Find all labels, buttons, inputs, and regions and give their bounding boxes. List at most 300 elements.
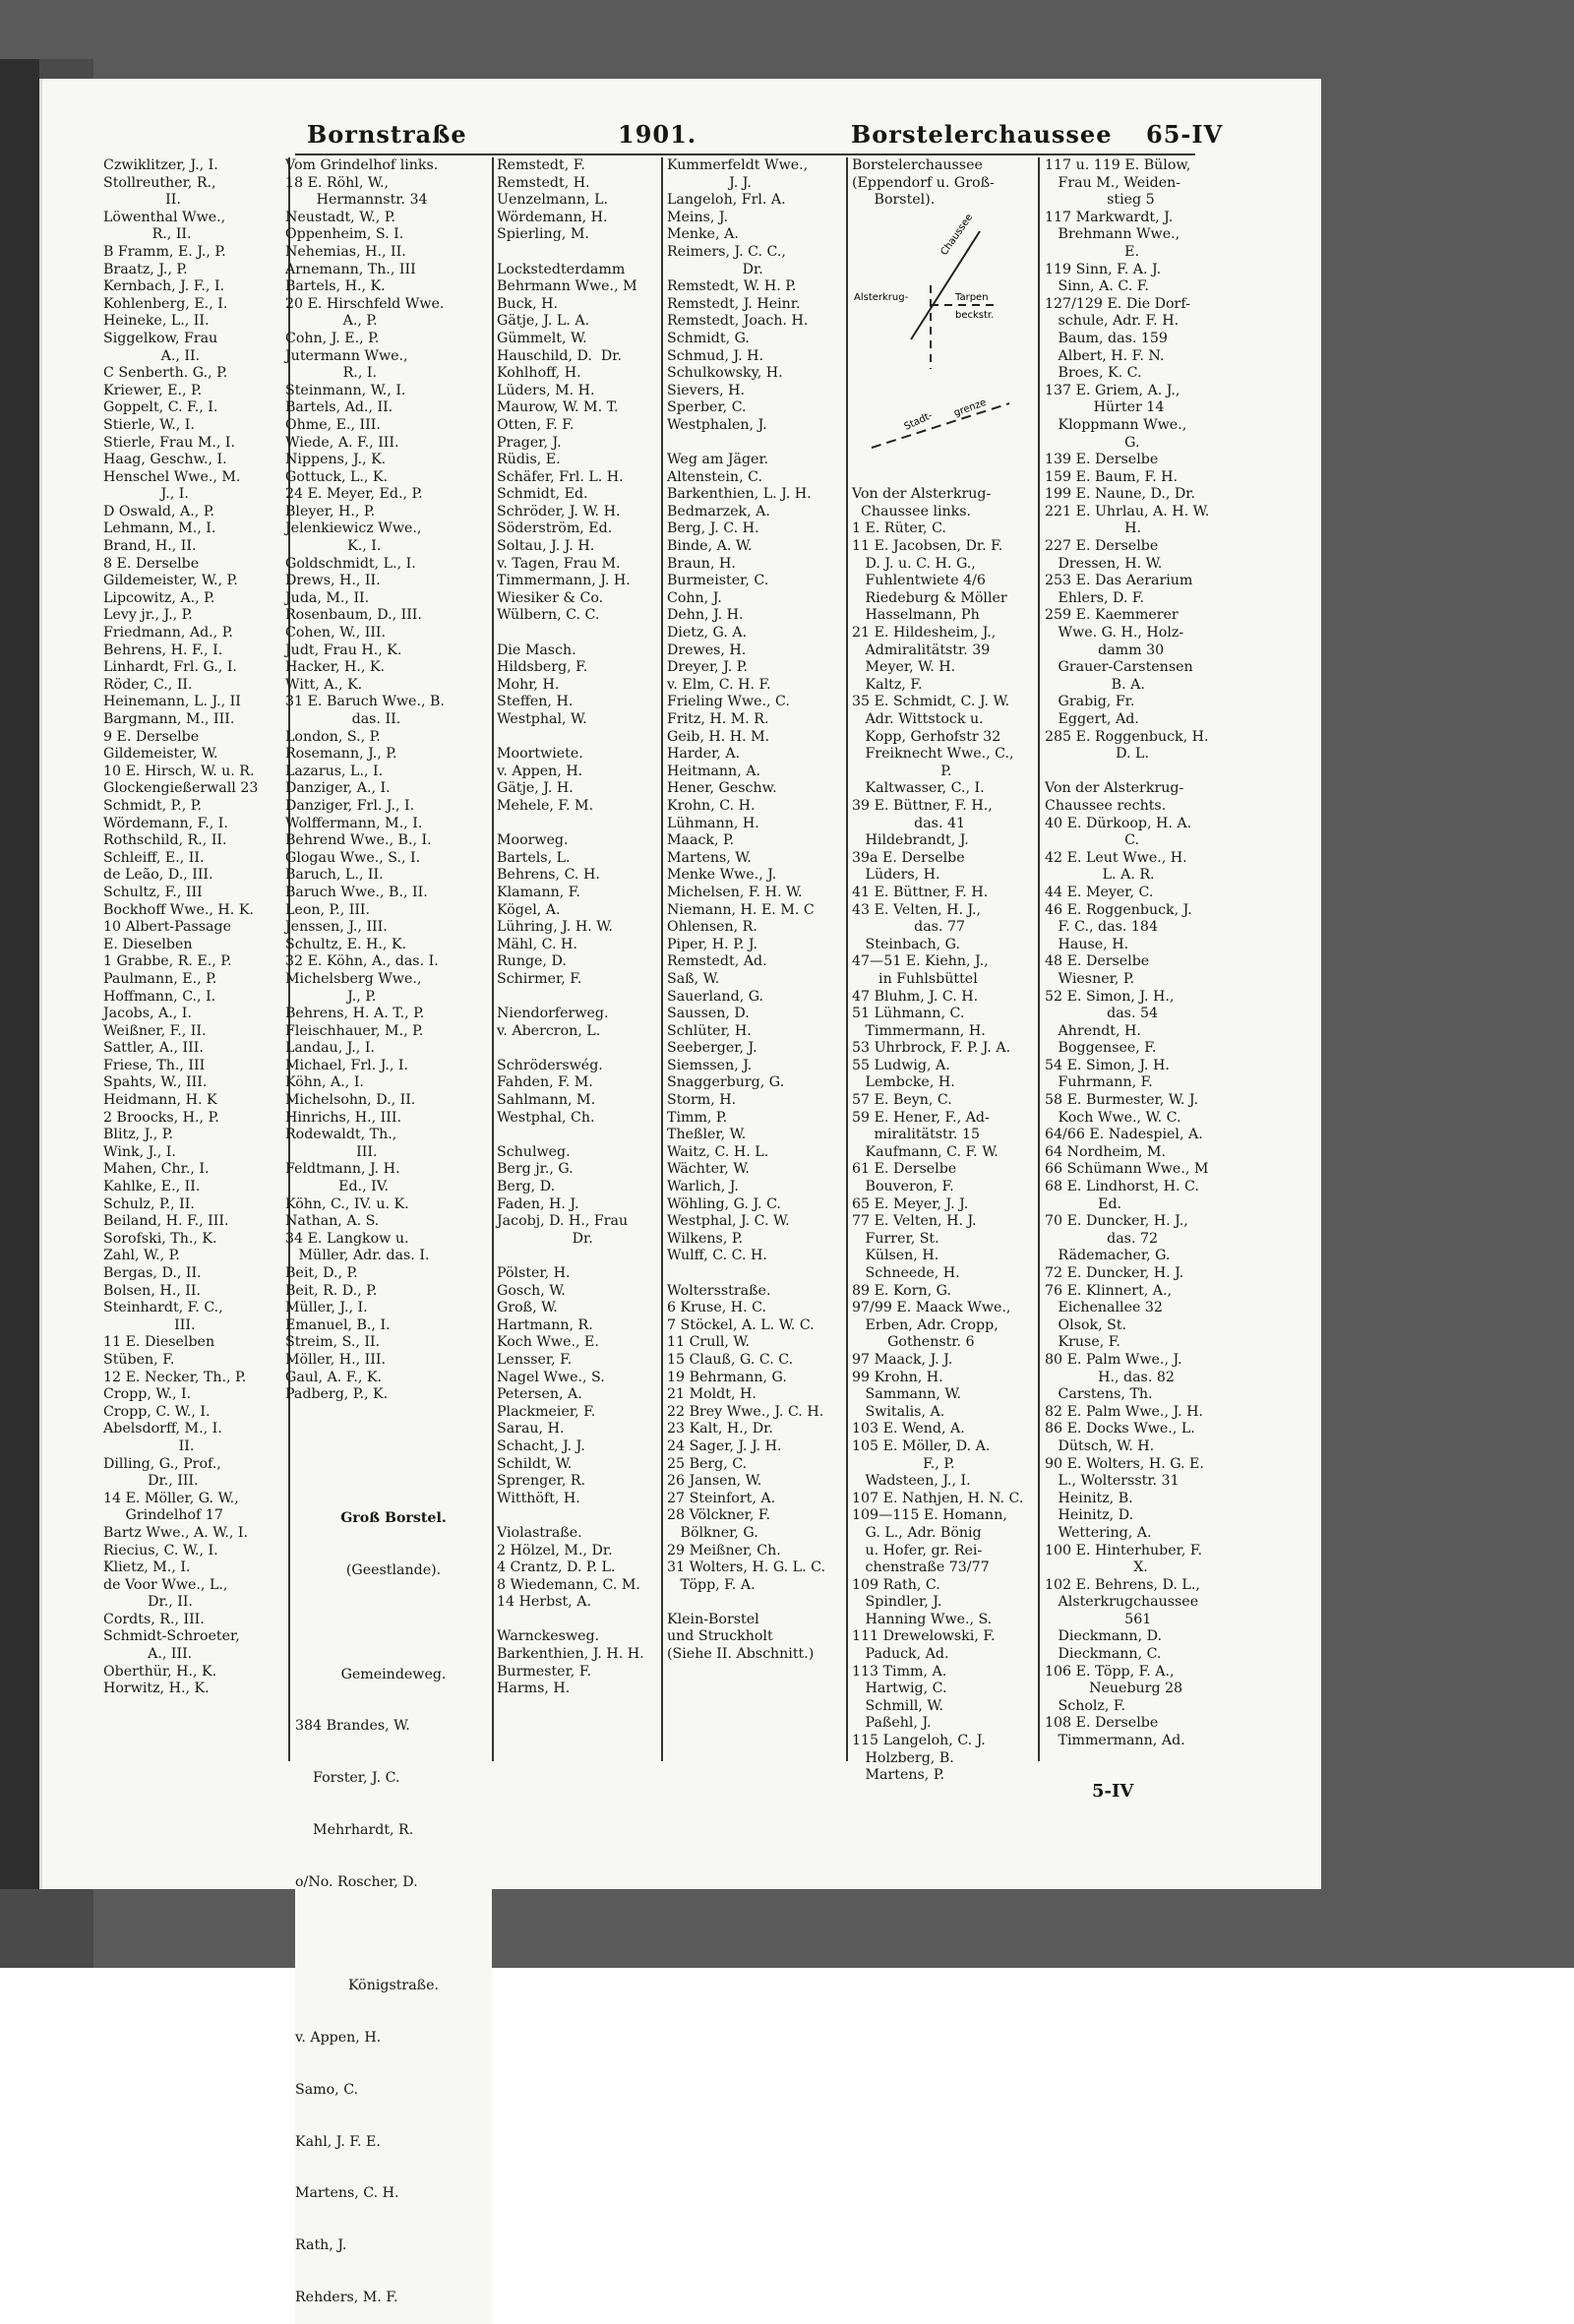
entry-line: 59 E. Hener, F., Ad- (852, 1109, 990, 1126)
entry-line: Sahlmann, M. (497, 1092, 596, 1109)
entry-line: Bouveron, F. (852, 1179, 954, 1195)
entry-line: D Oswald, A., P. (103, 503, 214, 520)
entry-line: Altenstein, C. (667, 468, 762, 485)
entry-line: Jacobs, A., I. (103, 1006, 192, 1022)
entry-line: das. 72 (1045, 1230, 1159, 1247)
entry-line: Paduck, Ad. (852, 1646, 949, 1663)
entry-line: D. L. (1045, 746, 1149, 763)
entry-line: Kahlke, E., II. (103, 1179, 201, 1195)
entry-line: Koch Wwe., E. (497, 1334, 599, 1351)
entry-line: 253 E. Das Aerarium (1045, 573, 1193, 589)
entry-line: Schlüter, H. (667, 1022, 752, 1039)
entry-line (497, 244, 659, 262)
map-label-alsterkrug: Alsterkrug- (854, 292, 909, 303)
entry-line: Schneede, H. (852, 1265, 960, 1281)
entry-line: Linhardt, Frl. G., I. (103, 659, 237, 676)
entry-line: Behrens, H. A. T., P. (285, 1006, 425, 1022)
koenigstrasse-line: v. Appen, H. (295, 2030, 382, 2046)
entry-line: Cohn, J. (667, 589, 722, 606)
column-1 (103, 157, 285, 1698)
entry-line: Ehlers, D. F. (1045, 589, 1145, 606)
entry-line: Spierling, M. (497, 226, 589, 243)
entry-line: Bölkner, G. (667, 1524, 758, 1541)
entry-line: 109 Rath, C. (852, 1576, 940, 1593)
entry-line: Maack, P. (667, 832, 735, 849)
koenigstrasse-line: Rath, J. (295, 2237, 347, 2254)
entry-line: Beit, R. D., P. (285, 1282, 378, 1299)
entry-line: Chaussee links. (852, 503, 972, 520)
entry-line: Woltersstraße. (667, 1282, 771, 1299)
entry-line: 44 E. Meyer, C. (1045, 884, 1154, 900)
entry-line: Czwiklitzer, J., I. (103, 157, 218, 173)
entry-line: Dr. (667, 261, 763, 277)
entry-line: Fritz, H. M. R. (667, 711, 769, 727)
entry-line: Danziger, A., I. (285, 780, 391, 797)
entry-line: Remstedt, H. (497, 174, 590, 191)
entry-line: Cohen, W., III. (285, 625, 387, 642)
entry-line: Ed., IV. (285, 1179, 389, 1195)
entry-line: Lüders, H. (852, 867, 940, 884)
entry-line: Sauerland, G. (667, 988, 764, 1005)
entry-line: 35 E. Schmidt, C. J. W. (852, 694, 1010, 710)
entry-line: Haag, Geschw., I. (103, 452, 227, 468)
entry-line: R., I. (285, 365, 377, 382)
entry-line: 19 Behrmann, G. (667, 1369, 787, 1385)
entry-line: Nippens, J., K. (285, 452, 387, 468)
entry-line: 1 E. Rüter, C. (852, 520, 946, 537)
entry-line: Stierle, Frau M., I. (103, 434, 235, 451)
entry-line: 108 E. Derselbe (1045, 1715, 1159, 1732)
entry-line: Lüders, M. H. (497, 382, 595, 398)
entry-line: Weg am Jäger. (667, 452, 769, 468)
entry-line: Baum, das. 159 (1045, 330, 1168, 346)
entry-line: Schröderswég. (497, 1057, 603, 1073)
entry-line: Martens, W. (667, 849, 752, 866)
entry-line: 24 E. Meyer, Ed., P. (285, 486, 423, 503)
entry-line: Riedeburg & Möller (852, 589, 1007, 606)
entry-line: Groß, W. (497, 1300, 558, 1316)
entry-line: Holzberg, B. (852, 1749, 954, 1766)
entry-line: Braun, H. (667, 555, 736, 572)
entry-line: A., II. (103, 347, 201, 364)
koenigstrasse-line: Kahl, J. F. E. (295, 2133, 381, 2150)
entry-line: Waitz, C. H. L. (667, 1143, 769, 1160)
entry-line: Sperber, C. (667, 399, 747, 416)
entry-line: Menke, A. (667, 226, 739, 243)
entry-line: Hoffmann, C., I. (103, 988, 216, 1005)
entry-line: Emanuel, B., I. (285, 1316, 391, 1333)
entry-line: Ahrendt, H. (1045, 1022, 1141, 1039)
entry-line: G. L., Adr. Bönig (852, 1524, 982, 1541)
entry-line: Lembcke, H. (852, 1074, 955, 1091)
koenigstrasse-title: Königstraße. (347, 1978, 440, 1994)
entry-line: Koch Wwe., W. C. (1045, 1109, 1181, 1126)
entry-line: Meyer, W. H. (852, 659, 956, 676)
page-footer: 5-IV (1092, 1781, 1134, 1802)
entry-line: Lühring, J. H. W. (497, 919, 613, 936)
entry-line: Hasselmann, Ph (852, 607, 980, 624)
entry-line: Heidmann, H. K (103, 1092, 217, 1109)
entry-line: Snaggerburg, G. (667, 1074, 785, 1091)
entry-line: R., II. (103, 226, 192, 243)
entry-line: 66 Schümann Wwe., M (1045, 1161, 1209, 1178)
entry-line: 40 E. Dürkoop, H. A. (1045, 815, 1192, 831)
entry-line (1045, 764, 1241, 781)
entry-line: Streim, S., II. (285, 1334, 381, 1351)
entry-line: 26 Jansen, W. (667, 1473, 762, 1490)
entry-line: 8 E. Derselbe (103, 555, 200, 572)
entry-line: Fleischhauer, M., P. (285, 1022, 424, 1039)
header-left: Bornstraße (307, 120, 467, 149)
entry-line: Baruch, L., II. (285, 867, 384, 884)
entry-line: in Fuhlsbüttel (852, 970, 978, 987)
entry-line: Dilling, G., Prof., (103, 1455, 221, 1472)
entry-line: Uenzelmann, L. (497, 192, 609, 209)
map-city-border (872, 403, 1009, 448)
entry-line: Niemann, H. E. M. C (667, 901, 815, 918)
entry-line: Cropp, C. W., I. (103, 1403, 211, 1420)
entry-line: 259 E. Kaemmerer (1045, 607, 1179, 624)
entry-line: Von der Alsterkrug- (852, 486, 992, 503)
entry-line: Köhn, C., IV. u. K. (285, 1195, 409, 1212)
entry-line (667, 1265, 844, 1283)
entry-line: Michelsberg Wwe., (285, 970, 422, 987)
entry-line: 105 E. Möller, D. A. (852, 1437, 991, 1454)
entry-line: Drewes, H. (667, 642, 747, 658)
entry-line: II. (103, 1437, 195, 1454)
entry-line: J., P. (285, 988, 377, 1005)
entry-line: Binde, A. W. (667, 538, 753, 555)
entry-line (497, 1507, 659, 1525)
entry-line: 14 E. Möller, G. W., (103, 1490, 239, 1506)
entry-line: Wördemann, F., I. (103, 815, 228, 831)
entry-line: Frau M., Weiden- (1045, 174, 1181, 191)
entry-line: Wettering, A. (1045, 1524, 1152, 1541)
entry-line: Michelsohn, D., II. (285, 1092, 416, 1109)
entry-line: Hener, Geschw. (667, 780, 777, 797)
entry-line: Steffen, H. (497, 694, 574, 710)
entry-line: Bleyer, H., P. (285, 503, 376, 520)
entry-line: Beiland, H. F., III. (103, 1213, 229, 1230)
entry-line: Schmud, J. H. (667, 347, 763, 364)
entry-line: Berg, D. (497, 1179, 556, 1195)
entry-line: Siemssen, J. (667, 1057, 753, 1073)
entry-line: 159 E. Baum, F. H. (1045, 468, 1178, 485)
entry-line: 227 E. Derselbe (1045, 538, 1159, 555)
entry-line: Neustadt, W., P. (285, 209, 395, 225)
entry-line: Rothschild, R., II. (103, 832, 227, 849)
entry-line: Siggelkow, Frau (103, 330, 218, 346)
entry-line: Stüben, F. (103, 1351, 175, 1368)
entry-line: Röder, C., II. (103, 676, 193, 693)
entry-line: Rosenbaum, D., III. (285, 607, 422, 624)
entry-line: Gätje, J. L. A. (497, 313, 590, 330)
entry-line: Heineke, L., II. (103, 313, 210, 330)
entry-line: Boggensee, F. (1045, 1040, 1157, 1057)
entry-line: Schulweg. (497, 1143, 571, 1160)
entry-line: 39 E. Büttner, F. H., (852, 797, 993, 814)
entry-line: 107 E. Nathjen, H. N. C. (852, 1490, 1024, 1506)
entry-line: Hildsberg, F. (497, 659, 588, 676)
entry-line: Behrens, H. F., I. (103, 642, 223, 658)
entry-line: Hacker, H., K. (285, 659, 386, 676)
entry-line: Wöhling, G. J. C. (667, 1195, 781, 1212)
entry-line: 99 Krohn, H. (852, 1369, 943, 1385)
entry-line: Steinmann, W., I. (285, 382, 406, 398)
entry-line: Dehn, J. H. (667, 607, 744, 624)
entry-line: 119 Sinn, F. A. J. (1045, 261, 1162, 277)
entry-line: Switalis, A. (852, 1403, 945, 1420)
entry-line: X. (1045, 1560, 1148, 1576)
entry-line: Heinitz, D. (1045, 1507, 1134, 1524)
entry-line (497, 1127, 659, 1144)
entry-line: Barkenthien, L. J. H. (667, 486, 812, 503)
entry-line: Pölster, H. (497, 1265, 571, 1281)
entry-line: Runge, D. (497, 953, 567, 970)
header-page: 65-IV (1146, 120, 1224, 149)
entry-line: Dreyer, J. P. (667, 659, 748, 676)
entry-line: Saß, W. (667, 970, 720, 987)
entry-line: III. (285, 1143, 378, 1160)
map-label-tarpen: Tarpen (955, 292, 989, 303)
entry-line: Furrer, St. (852, 1230, 939, 1247)
entry-line: Jutermann Wwe., (285, 347, 408, 364)
entry-line: Henschel Wwe., M. (103, 468, 241, 485)
entry-line: A., III. (103, 1646, 193, 1663)
entry-line: Burmester, F. (497, 1663, 591, 1680)
entry-line: Bockhoff Wwe., H. K. (103, 901, 254, 918)
entry-line: L., Woltersstr. 31 (1045, 1473, 1180, 1490)
entry-line: Von der Alsterkrug- (1045, 780, 1184, 797)
column-divider-3 (661, 157, 663, 1761)
entry-line: Spindler, J. (852, 1594, 942, 1611)
entry-line: Westphal, W. (497, 711, 587, 727)
gross-borstel-title: Groß Borstel. (340, 1510, 447, 1527)
entry-line: Chaussee rechts. (1045, 797, 1167, 814)
entry-line: Harms, H. (497, 1681, 571, 1697)
entry-line: 12 E. Necker, Th., P. (103, 1369, 247, 1385)
entry-line (497, 1248, 659, 1265)
entry-line: 109—115 E. Homann, (852, 1507, 1007, 1524)
entry-line: Lockstedterdamm (497, 261, 626, 277)
entry-line: das. 41 (852, 815, 966, 831)
entry-line: Moorweg. (497, 832, 569, 849)
entry-line: Hildebrandt, J. (852, 832, 969, 849)
entry-line: III. (103, 1316, 196, 1333)
entry-line: Barkenthien, J. H. H. (497, 1646, 644, 1663)
entry-line: 55 Ludwig, A. (852, 1057, 950, 1073)
entry-line: Schmidt, P., P. (103, 797, 202, 814)
entry-line: 100 E. Hinterhuber, F. (1045, 1542, 1203, 1559)
entry-line: Schultz, F., III (103, 884, 203, 900)
entry-line: Lensser, F. (497, 1351, 573, 1368)
entry-line: Burmeister, C. (667, 573, 769, 589)
entry-line: Bedmarzek, A. (667, 503, 770, 520)
entry-line: 57 E. Beyn, C. (852, 1092, 952, 1109)
entry-line: 7 Stöckel, A. L. W. C. (667, 1316, 815, 1333)
entry-line: Oppenheim, S. I. (285, 226, 404, 243)
entry-line: Remstedt, Joach. H. (667, 313, 809, 330)
entry-line: Olsok, St. (1045, 1316, 1127, 1333)
entry-line (497, 816, 659, 833)
header-rule (295, 153, 1195, 155)
entry-line: Bartz Wwe., A. W., I. (103, 1524, 249, 1541)
entry-line: 117 u. 119 E. Bülow, (1045, 157, 1191, 173)
entry-line: Behrmann Wwe., M (497, 278, 637, 295)
entry-line: Wiesiker & Co. (497, 589, 604, 606)
entry-line: Schulkowsky, H. (667, 365, 783, 382)
entry-line: 561 (1045, 1611, 1152, 1627)
entry-line: Maurow, W. M. T. (497, 399, 619, 416)
entry-line: P. (852, 763, 952, 779)
entry-line: Martens, P. (852, 1767, 945, 1784)
entry-line: C Senberth. G., P. (103, 365, 228, 382)
entry-line: schule, Adr. F. H. (1045, 313, 1180, 330)
entry-line: Klein-Borstel (667, 1611, 759, 1627)
entry-line: F. C., das. 184 (1045, 919, 1158, 936)
entry-line: Gothenstr. 6 (852, 1334, 975, 1351)
entry-line: Müller, Adr. das. I. (285, 1248, 430, 1264)
entry-line: Wink, J., I. (103, 1143, 176, 1160)
entry-line: 72 E. Duncker, H. J. (1045, 1265, 1184, 1281)
entry-line: 15 Clauß, G. C. C. (667, 1351, 794, 1368)
entry-line: J., I. (103, 486, 189, 503)
entry-line: 137 E. Griem, A. J., (1045, 382, 1180, 398)
entry-line: Kaltz, F. (852, 676, 923, 693)
entry-line: Rüdis, E. (497, 452, 561, 468)
entry-line: Riecius, C. W., I. (103, 1542, 218, 1559)
entry-line: Timmermann, J. H. (497, 573, 631, 589)
entry-line: v. Abercron, L. (497, 1022, 601, 1039)
entry-line: Scholz, F. (1045, 1697, 1126, 1714)
column-divider-4 (846, 157, 848, 1761)
entry-line: Schmill, W. (852, 1697, 944, 1714)
entry-line: Berg jr., G. (497, 1161, 574, 1178)
header-year: 1901. (618, 120, 697, 149)
entry-line: Eichenallee 32 (1045, 1300, 1163, 1316)
entry-line: Schulz, P., II. (103, 1195, 195, 1212)
entry-line: und Struckholt (667, 1628, 773, 1645)
entry-line: 6 Kruse, H. C. (667, 1300, 767, 1316)
entry-line: Gätje, J. H. (497, 780, 574, 797)
entry-line: Gosch, W. (497, 1282, 566, 1299)
entry-line (497, 1612, 659, 1629)
entry-line: Wiede, A. F., III. (285, 434, 399, 451)
entry-line: stieg 5 (1045, 192, 1155, 209)
entry-line: Lipcowitz, A., P. (103, 589, 215, 606)
entry-line: Grabig, Fr. (1045, 694, 1135, 710)
entry-line: Albert, H. F. N. (1045, 347, 1165, 364)
entry-line: Wadsteen, J., I. (852, 1473, 971, 1490)
entry-line: Michael, Frl. J., I. (285, 1057, 408, 1073)
entry-line: Remstedt, J. Heinr. (667, 295, 801, 312)
entry-line: Warnckesweg. (497, 1628, 600, 1645)
entry-line: Levy jr., J., P. (103, 607, 193, 624)
entry-line: Dütsch, W. H. (1045, 1437, 1155, 1454)
entry-line: Köhn, A., I. (285, 1074, 364, 1091)
entry-line: Goppelt, C. F., I. (103, 399, 218, 416)
entry-line: 34 E. Langkow u. (285, 1230, 409, 1247)
entry-line: Berg, J. C. H. (667, 520, 759, 537)
entry-line: Cohn, J. E., P. (285, 330, 380, 346)
entry-line: Hinrichs, H., III. (285, 1109, 401, 1126)
entry-line: Möller, H., III. (285, 1351, 387, 1368)
entry-line: 1 Grabbe, R. E., P. (103, 953, 232, 970)
entry-line: Kriewer, E., P. (103, 382, 203, 398)
column-divider-2 (492, 157, 494, 1761)
entry-line: Braatz, J., P. (103, 261, 188, 277)
entry-line: Timmermann, H. (852, 1022, 986, 1039)
entry-line: Schäfer, Frl. L. H. (497, 468, 624, 485)
entry-line: Grindelhof 17 (103, 1507, 223, 1524)
entry-line: Admiralitätstr. 39 (852, 642, 991, 658)
entry-line: Sprenger, R. (497, 1473, 586, 1490)
entry-line: Theßler, W. (667, 1127, 747, 1143)
entry-line: Harder, A. (667, 746, 741, 763)
entry-line: 82 E. Palm Wwe., J. H. (1045, 1403, 1203, 1420)
entry-line: v. Appen, H. (497, 763, 583, 779)
entry-line: Jenssen, J., III. (285, 919, 388, 936)
entry-line: Menke Wwe., J. (667, 867, 777, 884)
entry-line: 221 E. Uhrlau, A. H. W. (1045, 503, 1210, 520)
entry-line: Bartels, L. (497, 849, 571, 866)
entry-line: Arnemann, Th., III (285, 261, 416, 277)
entry-line: 86 E. Docks Wwe., L. (1045, 1421, 1195, 1437)
entry-line: 77 E. Velten, H. J. (852, 1213, 977, 1230)
entry-line: 97/99 E. Maack Wwe., (852, 1300, 1011, 1316)
entry-line: Paßehl, J. (852, 1715, 932, 1732)
entry-line: Nehemias, H., II. (285, 243, 406, 260)
entry-line: Krohn, C. H. (667, 797, 756, 814)
entry-line: Brehmann Wwe., (1045, 226, 1180, 243)
koenigstrasse-line: Martens, C. H. (295, 2185, 399, 2202)
entry-line: Witthöft, H. (497, 1490, 580, 1506)
entry-line: C. (1045, 832, 1140, 849)
entry-line: 2 Hölzel, M., Dr. (497, 1542, 613, 1559)
entry-line: Bergas, D., II. (103, 1265, 202, 1281)
entry-line: Sammann, W. (852, 1386, 961, 1403)
entry-line: Frieling Wwe., C. (667, 694, 790, 710)
entry-line: Gottuck, L., K. (285, 468, 389, 485)
entry-line: 22 Brey Wwe., J. C. H. (667, 1403, 824, 1420)
entry-line (667, 1594, 844, 1612)
entry-line: Dr., II. (103, 1594, 193, 1611)
entry-line: Brand, H., II. (103, 538, 197, 555)
gemeindeweg-line: Mehrhardt, R. (295, 1821, 414, 1838)
entry-line: Abelsdorff, M., I. (103, 1421, 222, 1437)
entry-line: Plackmeier, F. (497, 1403, 596, 1420)
entry-line: 41 E. Büttner, F. H. (852, 884, 989, 900)
entry-line: Kaufmann, C. F. W. (852, 1143, 999, 1160)
entry-line: Ed. (1045, 1195, 1122, 1212)
entry-line: Söderström, Ed. (497, 520, 613, 537)
entry-line: Buck, H. (497, 295, 559, 312)
entry-line: Mohr, H. (497, 676, 560, 693)
entry-line: 32 E. Köhn, A., das. I. (285, 953, 439, 970)
entry-line: Friese, Th., III (103, 1057, 206, 1073)
entry-line: G. (1045, 434, 1140, 451)
entry-line: Glogau Wwe., S., I. (285, 849, 421, 866)
entry-line: 24 Sager, J. J. H. (667, 1437, 782, 1454)
entry-line: H. (1045, 520, 1142, 537)
entry-line: Kohlhoff, H. (497, 365, 581, 382)
entry-line: Sattler, A., III. (103, 1040, 204, 1057)
entry-line: Horwitz, H., K. (103, 1681, 210, 1697)
header-right: Borstelerchaussee (851, 120, 1113, 149)
entry-line: Löwenthal Wwe., (103, 209, 226, 225)
entry-line: Westphal, Ch. (497, 1109, 595, 1126)
entry-line: 64 Nordheim, M. (1045, 1143, 1166, 1160)
